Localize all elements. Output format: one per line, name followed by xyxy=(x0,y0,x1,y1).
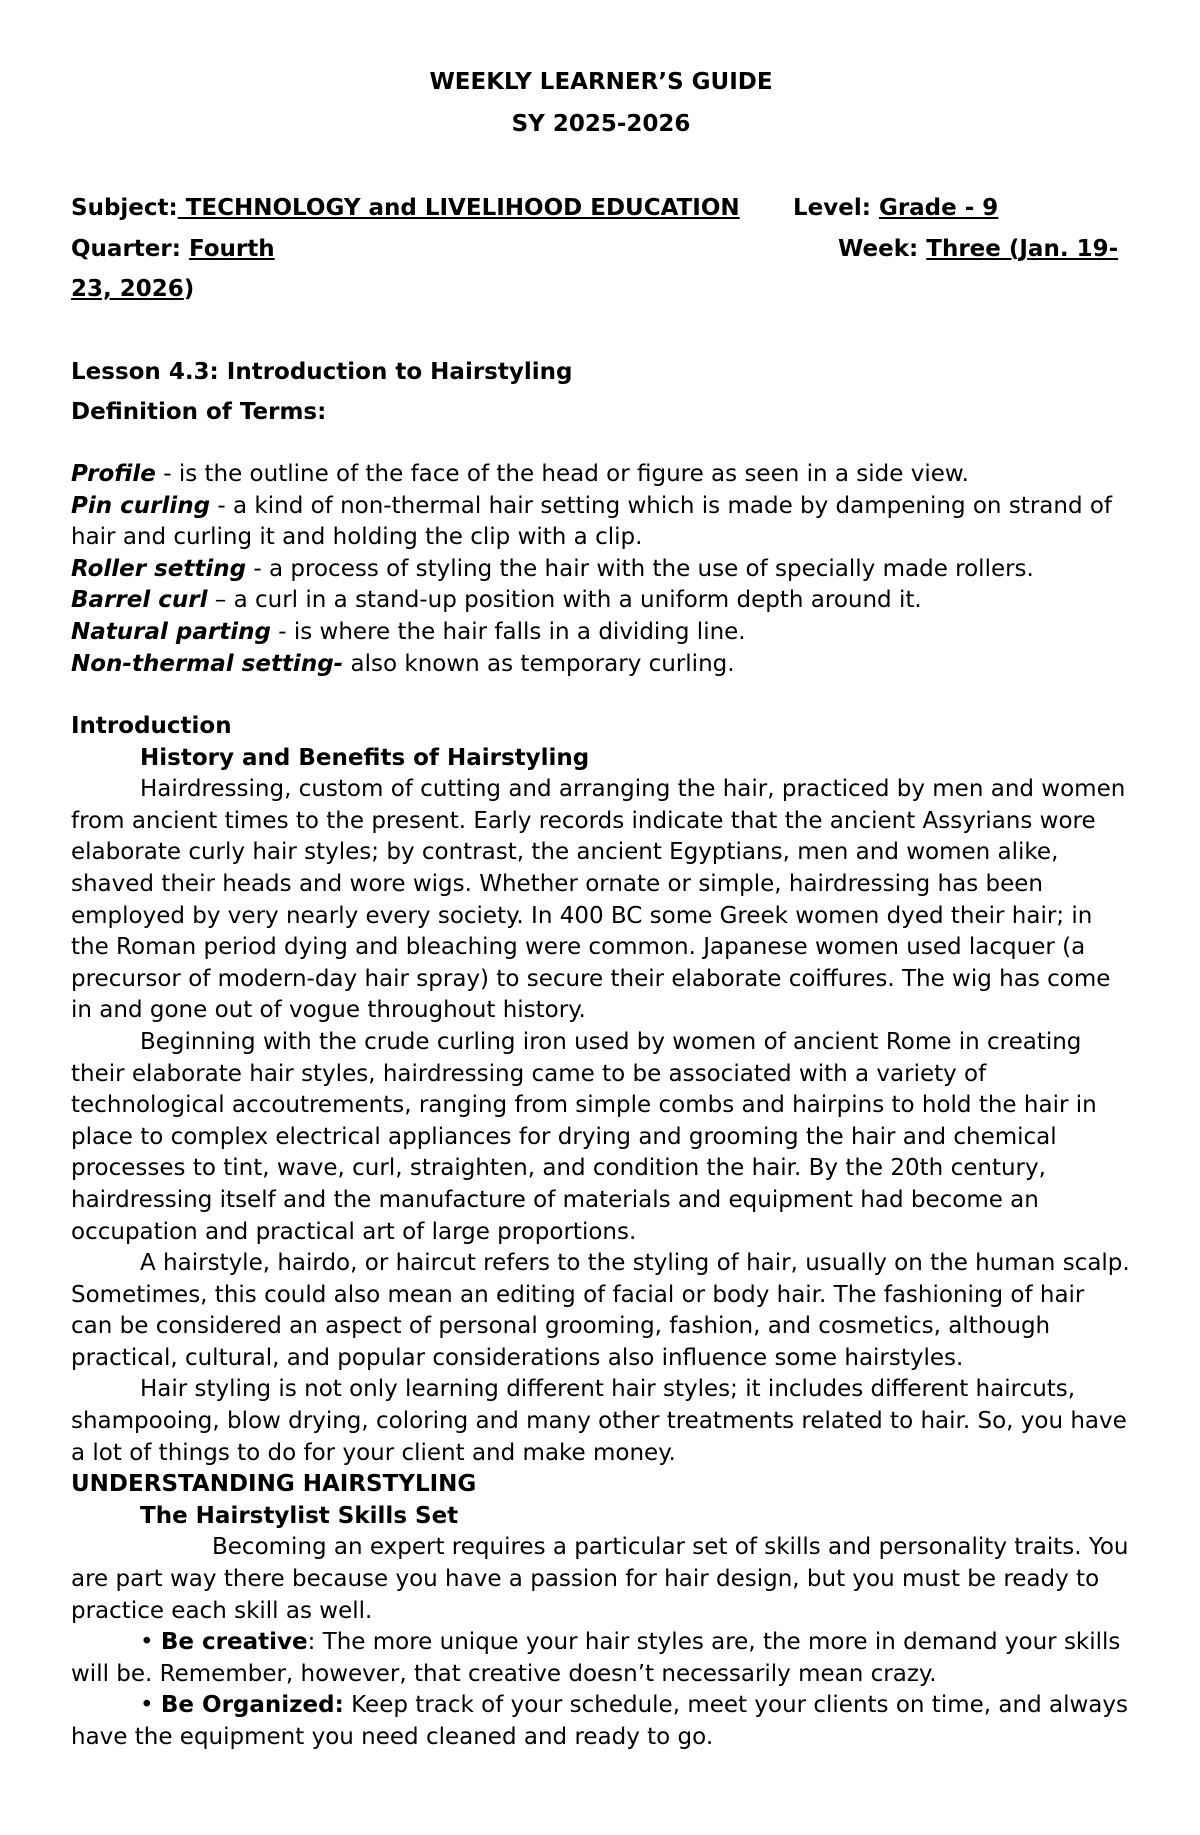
quarter-row xyxy=(71,236,1131,262)
subject-label: Subject: xyxy=(71,195,178,221)
intro-paragraph: Beginning with the crude curling iron used by women of ancient Rome in creating their elaborate hair styles, hairdressing came to be associated with a variety of technological accoutrements, ranging from simple combs and hairpins to hold the hair in place to complex electrical appliances for drying and grooming the hair and chemical processes to tint, wave, curl, straighten, and condition the hair. By the 20th century, hairdressing itself and the manufacture of materials and equipment had become an occupation and practical art of large proportions. xyxy=(71,1028,1097,1245)
lesson-title: Lesson 4.3: Introduction to Hairstyling xyxy=(71,359,573,385)
definition-text: a kind of non-thermal hair setting which is made by dampening on strand of hair and curling it and holding the clip with a clip. xyxy=(71,492,1113,551)
skill-text: Keep track of your schedule, meet your clients on time, and always have the equipment you need cleaned and ready to go. xyxy=(71,1692,1128,1750)
introduction-heading: Introduction xyxy=(71,713,232,739)
definition-item: Barrel curl – a curl in a stand-up position with a uniform depth around it. xyxy=(71,587,922,614)
definition-term: Barrel curl xyxy=(71,587,208,614)
history-subheading: History and Benefits of Hairstyling xyxy=(140,744,590,771)
level-field xyxy=(793,195,998,221)
week-value-a: Three (Jan. 19- xyxy=(926,236,1119,262)
definition-text: is the outline of the face of the head or figure as seen in a side view. xyxy=(178,461,969,487)
understanding-heading: UNDERSTANDING HAIRSTYLING xyxy=(71,1471,477,1498)
week-value-close: ) xyxy=(183,276,195,302)
intro-paragraph: Hairdressing, custom of cutting and arranging the hair, practiced by men and women from ancient times to the present. Early records indicate that the ancient Assyrians wore elaborate curly hair styles; by contrast, the ancient Egyptians, men and women alike, shaved their heads and wore wigs. Whether ornate or simple, hairdressing has been employed by very nearly every society. In 400 BC some Greek women dyed their hair; in the Roman period dying and bleaching were common. Japanese women used lacquer (a precursor of modern-day hair spray) to secure their elaborate coiffures. The wig has come in and gone out of vogue throughout history. xyxy=(71,776,1126,1024)
skill-label: Be creative xyxy=(160,1629,308,1656)
definition-term: Pin curling xyxy=(71,492,211,519)
definition-term: Roller setting xyxy=(71,555,247,582)
definition-item: Pin curling - a kind of non-thermal hair setting which is made by dampening on strand of hair and curling it and holding the clip with a clip. xyxy=(71,492,1113,551)
definition-text: is where the hair falls in a dividing line. xyxy=(293,618,746,645)
bullet-icon: • xyxy=(140,1692,161,1719)
definition-term: Natural parting xyxy=(71,618,271,645)
intro-paragraph: Hair styling is not only learning different hair styles; it includes different haircuts, shampooing, blow drying, coloring and many other treatments related to hair. So, you have a lot of things to do for your client and make money. xyxy=(71,1376,1127,1466)
definitions-list xyxy=(71,459,1131,680)
definition-text: a process of styling the hair with the use of specially made rollers. xyxy=(269,555,1034,582)
quarter-label: Quarter: xyxy=(71,236,189,262)
week-label: Week: xyxy=(838,236,927,262)
week-value-b: 23, 2026 xyxy=(71,276,184,302)
quarter-value: Fourth xyxy=(188,236,275,262)
definition-item: Roller setting - a process of styling the hair with the use of specially made rollers. xyxy=(71,555,1034,582)
skills-subheading: The Hairstylist Skills Set xyxy=(140,1502,459,1529)
skill-label: Be Organized: xyxy=(160,1692,344,1719)
skill-bullet xyxy=(71,1690,1131,1753)
definition-item: Profile - is the outline of the face of the head or figure as seen in a side view. xyxy=(71,461,969,487)
skill-text: The more unique your hair styles are, the more in demand your skills will be. Remember, however, that creative doesn’t necessarily mean crazy. xyxy=(71,1629,1121,1687)
skill-bullet: • Be creative: The more unique your hair styles are, the more in demand your skills will be. Remember, however, that creative doesn’t necessarily mean crazy. xyxy=(71,1629,1121,1687)
skills-intro: Becoming an expert requires a particular set of skills and personality traits. You are part way there because you have a passion for hair design, but you must be ready to practice each skill as well. xyxy=(71,1534,1129,1624)
school-year: SY 2025-2026 xyxy=(511,111,691,137)
subject-value: TECHNOLOGY and LIVELIHOOD EDUCATION xyxy=(177,195,740,221)
definition-item xyxy=(71,649,1131,681)
intro-paragraph: A hairstyle, hairdo, or haircut refers to the styling of hair, usually on the human scalp. Sometimes, this could also mean an editing of facial or body hair. The fashioning of hair can be considered an aspect of personal grooming, fashion, and cosmetics, although practical, cultural, and popular considerations also influence some hairstyles. xyxy=(71,1250,1130,1371)
subject-row xyxy=(71,195,1131,221)
definition-text: a curl in a stand-up position with a uniform depth around it. xyxy=(233,587,922,614)
definition-term: Non-thermal setting- xyxy=(71,650,344,677)
definition-item: Natural parting - is where the hair falls in a dividing line. xyxy=(71,618,746,645)
definitions-heading: Definition of Terms: xyxy=(71,399,327,425)
week-continued-row xyxy=(71,276,1131,302)
definition-text: also known as temporary curling. xyxy=(350,650,735,677)
guide-title: WEEKLY LEARNER’S GUIDE xyxy=(429,69,773,95)
introduction-section xyxy=(71,711,1131,1754)
definition-term: Profile xyxy=(71,461,156,487)
level-value: Grade - 9 xyxy=(878,195,999,221)
bullet-icon: • xyxy=(140,1629,161,1656)
week-field xyxy=(838,236,1118,262)
level-label: Level: xyxy=(793,195,879,221)
